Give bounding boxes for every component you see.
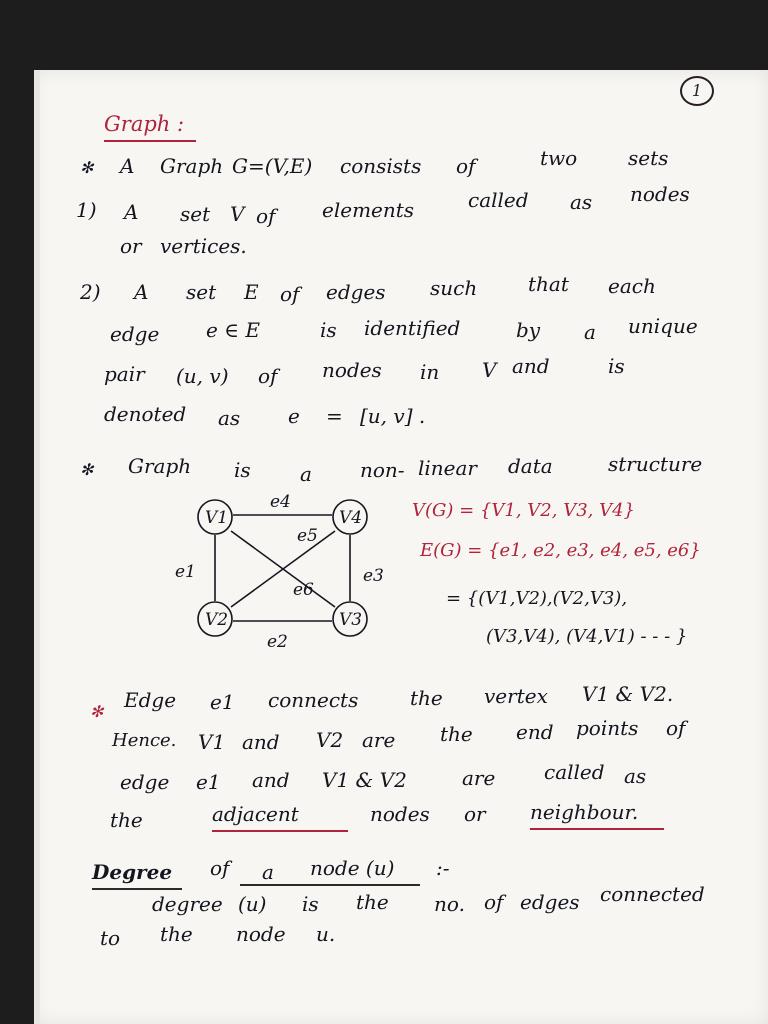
neighbour-underline bbox=[530, 828, 664, 830]
edge-word: V1 & V2 bbox=[322, 768, 407, 792]
degree-word: no. bbox=[434, 892, 465, 916]
item1-word: elements bbox=[322, 198, 415, 222]
degree-word: is bbox=[302, 892, 319, 916]
item1-word: of bbox=[256, 204, 276, 228]
edge-word: of bbox=[666, 716, 686, 740]
item1-word: V bbox=[230, 202, 245, 226]
neighbour-term: neighbour. bbox=[530, 800, 639, 824]
def-word: sets bbox=[628, 146, 669, 170]
edge-set: E(G) = {e1, e2, e3, e4, e5, e6} bbox=[420, 540, 701, 561]
degree-word: :- bbox=[436, 856, 450, 880]
item2-number: 2) bbox=[80, 280, 101, 304]
item1-number: 1) bbox=[76, 198, 97, 222]
edge-word: end bbox=[516, 720, 554, 744]
nonlinear-word: linear bbox=[418, 456, 477, 480]
item2-word: pair bbox=[104, 362, 145, 386]
item2-word: edge bbox=[110, 322, 160, 346]
nonlinear-word: a bbox=[300, 462, 312, 486]
item2-word: (u, v) bbox=[176, 364, 229, 388]
degree-word: of bbox=[484, 890, 504, 914]
degree-underline bbox=[92, 888, 182, 890]
nonlinear-word: Graph bbox=[128, 454, 192, 478]
item2-word: denoted bbox=[104, 402, 187, 426]
edge-label: e5 bbox=[297, 526, 318, 546]
bullet-star-icon: ✻ bbox=[80, 158, 94, 177]
nonlinear-word: is bbox=[234, 458, 251, 482]
node-u-underline bbox=[240, 884, 420, 886]
node-label: V1 bbox=[205, 508, 229, 528]
item1-word: set bbox=[180, 202, 211, 226]
item2-word: nodes bbox=[322, 358, 382, 382]
nonlinear-word: data bbox=[508, 454, 553, 478]
item2-word: is bbox=[608, 354, 625, 378]
item2-word: as bbox=[218, 406, 241, 430]
def-word: consists bbox=[340, 154, 422, 178]
edge-word: as bbox=[624, 764, 647, 788]
edge-label: e6 bbox=[293, 580, 314, 600]
node-label: V3 bbox=[339, 610, 363, 630]
degree-word: Degree bbox=[92, 860, 173, 884]
degree-word: (u) bbox=[238, 892, 267, 916]
edge-word: vertex bbox=[484, 684, 548, 708]
nonlinear-word: structure bbox=[608, 452, 703, 476]
edge-word: the bbox=[440, 722, 473, 746]
item2-word: set bbox=[186, 280, 217, 304]
def-word: G=(V,E) bbox=[232, 154, 313, 178]
degree-word: u. bbox=[316, 922, 336, 946]
degree-word: to bbox=[100, 926, 121, 950]
def-word: Graph bbox=[160, 154, 224, 178]
item2-word: = bbox=[326, 404, 343, 428]
vertex-set: V(G) = {V1, V2, V3, V4} bbox=[412, 500, 635, 521]
edge-word: edge bbox=[120, 770, 170, 794]
degree-word: degree bbox=[152, 892, 223, 916]
edge-word: are bbox=[362, 728, 396, 752]
nonlinear-word: non- bbox=[360, 458, 405, 482]
item2-word: V bbox=[482, 358, 497, 382]
edge-word: or bbox=[464, 802, 486, 826]
edge-word: V1 bbox=[198, 730, 226, 754]
edge-word: connects bbox=[268, 688, 359, 712]
degree-word: of bbox=[210, 856, 230, 880]
edge-label: e3 bbox=[363, 566, 384, 586]
item2-word: unique bbox=[628, 314, 698, 338]
edge-word: V2 bbox=[316, 728, 344, 752]
item2-word: E bbox=[244, 280, 259, 304]
edge-word: e1 bbox=[210, 690, 235, 714]
edge-word: V1 & V2. bbox=[582, 682, 674, 706]
node-label: V4 bbox=[339, 508, 363, 528]
adjacent-term: adjacent bbox=[212, 802, 299, 826]
def-word: of bbox=[456, 154, 476, 178]
item1-word: as bbox=[570, 190, 593, 214]
item2-word: [u, v] . bbox=[360, 404, 426, 428]
edge-word: called bbox=[544, 760, 605, 784]
bullet-star-icon: ✻ bbox=[90, 702, 104, 721]
item1-word: nodes bbox=[630, 182, 690, 206]
degree-word: node bbox=[236, 922, 286, 946]
item2-word: is bbox=[320, 318, 337, 342]
item2-word: by bbox=[516, 318, 541, 342]
heading-underline bbox=[104, 140, 196, 142]
edge-word: Edge bbox=[124, 688, 177, 712]
item2-word: in bbox=[420, 360, 440, 384]
edge-word: the bbox=[410, 686, 443, 710]
edge-label: e4 bbox=[270, 492, 291, 512]
edge-label: e2 bbox=[267, 632, 288, 652]
edge-pairs-line2: (V3,V4), (V4,V1) - - - } bbox=[486, 626, 688, 647]
item2-word: identified bbox=[364, 316, 461, 340]
edge-word: and bbox=[242, 730, 280, 754]
degree-word: a bbox=[262, 860, 274, 884]
page-number: 1 bbox=[680, 76, 714, 106]
degree-word: node (u) bbox=[310, 856, 395, 880]
edge-word: and bbox=[252, 768, 290, 792]
degree-word: the bbox=[356, 890, 389, 914]
item2-word: e ∈ E bbox=[206, 318, 260, 342]
item2-word: e bbox=[288, 404, 300, 428]
item2-word: a bbox=[584, 320, 596, 344]
node-label: V2 bbox=[205, 610, 229, 630]
item2-word: of bbox=[258, 364, 278, 388]
item1-word: or bbox=[120, 234, 142, 258]
edge-pairs-line1: = {(V1,V2),(V2,V3), bbox=[446, 588, 628, 609]
item2-word: and bbox=[512, 354, 550, 378]
edge-word: e1 bbox=[196, 770, 221, 794]
item2-word: A bbox=[134, 280, 149, 304]
item2-word: that bbox=[528, 272, 569, 296]
item2-word: of bbox=[280, 282, 300, 306]
def-word: two bbox=[540, 146, 578, 170]
graph-diagram bbox=[175, 492, 390, 655]
edge-word: points bbox=[576, 716, 639, 740]
edge-label: e1 bbox=[175, 562, 196, 582]
heading: Graph : bbox=[104, 112, 185, 136]
item2-word: edges bbox=[326, 280, 386, 304]
bullet-star-icon: ✻ bbox=[80, 460, 94, 479]
item2-word: such bbox=[430, 276, 478, 300]
edge-word: nodes bbox=[370, 802, 430, 826]
degree-word: connected bbox=[600, 882, 705, 906]
item2-word: each bbox=[608, 274, 656, 298]
item1-word: A bbox=[124, 200, 139, 224]
edge-word: the bbox=[110, 808, 143, 832]
item1-word: called bbox=[468, 188, 529, 212]
edge-word: are bbox=[462, 766, 496, 790]
adjacent-underline bbox=[212, 830, 348, 832]
page-edge bbox=[34, 70, 40, 1024]
item1-word: vertices. bbox=[160, 234, 247, 258]
degree-word: edges bbox=[520, 890, 580, 914]
def-word: A bbox=[120, 154, 135, 178]
degree-word: the bbox=[160, 922, 193, 946]
edge-word: Hence. bbox=[112, 730, 177, 751]
